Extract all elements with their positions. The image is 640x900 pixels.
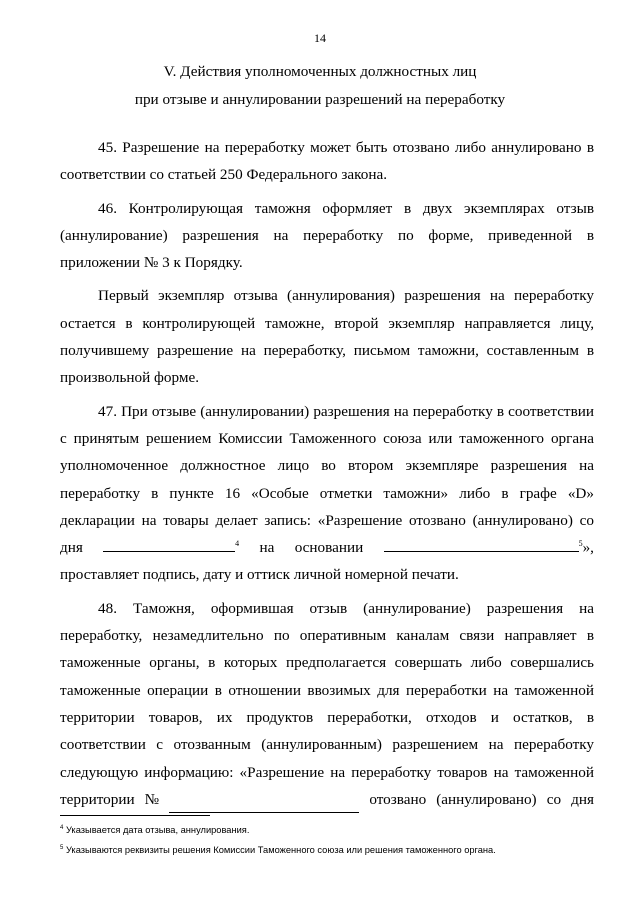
paragraph-46-continued [60,282,594,391]
text-line: таможенные органы, в которых предполагается совершать либо совершались [60,654,594,672]
paragraph-47 [60,398,594,589]
closing-quote: », [582,539,594,557]
text-line: с принятым решением Комиссии Таможенного союза или таможенного органа [60,429,594,447]
text-line: переработку, незамедлительно по оперативным каналам связи направляет в [60,627,594,645]
text-line: территории товаров, их продуктов переработки, отходов и остатков, в [60,708,594,726]
text-line: 46. Контролирующая таможня оформляет в двух экземплярах отзыв [98,199,594,217]
text-line: уполномоченное должностное лицо во втором экземпляре разрешения на [60,457,594,475]
text-line-with-blanks [60,786,594,813]
text-line: проставляет подпись, дату и оттиск личной номерной печати. [60,566,459,584]
text-line: (аннулирование) разрешения на переработку по форме, приведенной в [60,226,594,244]
word: со [546,790,562,808]
text-line: следующую информацию: «Разрешение на переработку товаров на таможенной [60,763,594,781]
text-line: 48. Таможня, оформившая отзыв (аннулирование) разрешения на [98,599,594,617]
page-number: 14 [314,31,326,45]
section-heading-line-1: V. Действия уполномоченных должностных лиц [163,63,477,80]
footnote-5 [60,840,600,860]
text-line: остается в контролирующей таможне, второй экземпляр направляется лицу, [60,314,594,332]
text-line: таможенные операции в отношении ввозимых для переработки на таможенной [60,681,594,699]
text-line: переработку в пункте 16 «Особые отметки таможни» либо в графе «D» [60,484,594,502]
footnote-mark: 4 [60,824,64,831]
text-line: 47. При отзыве (аннулировании) разрешения на переработку в соответствии [98,402,594,420]
word: (аннулировано) [436,790,537,808]
word: дня [60,539,83,557]
footnote-mark: 5 [60,844,64,851]
word: № [144,790,160,808]
text-line-with-blanks [60,534,594,561]
paragraph-46 [60,195,594,277]
word: территории [60,790,135,808]
footnote-text: Указываются реквизиты решения Комиссии Таможенного союза или решения таможенного органа. [65,845,496,855]
word: основании [294,539,364,557]
document-body [60,134,594,813]
word: на [259,539,275,557]
footnote-separator [60,815,210,816]
territory-number-blank [169,798,359,813]
paragraph-48 [60,595,594,813]
footnote-ref-4: 4 [235,539,240,549]
footnotes [60,820,600,860]
word: отозвано [369,790,427,808]
word: дня [571,790,594,808]
section-heading-line-2: при отзыве и аннулировании разрешений на переработку [134,91,506,108]
footnote-ref-5: 5 [578,539,583,549]
footnote-text: Указывается дата отзыва, аннулирования. [65,825,250,835]
footnote-4 [60,820,600,840]
text-line: получившему разрешение на переработку, письмом таможни, составленным в [60,342,594,360]
text-line: Первый экземпляр отзыва (аннулирования) разрешения на переработку [98,287,594,305]
text-line: соответствии со статьей 250 Федерального закона. [60,166,388,184]
text-line: 45. Разрешение на переработку может быть отозвано либо аннулировано в [98,139,594,156]
text-line: соответствии с отозванным (аннулированным) разрешением на переработку [60,736,594,754]
paragraph-45 [60,134,594,189]
basis-blank [384,537,579,552]
date-blank [103,537,235,552]
text-line: декларации на товары делает запись: «Разрешение отозвано (аннулировано) со [60,511,594,529]
text-line: произвольной форме. [60,369,200,387]
text-line: приложении № 3 к Порядку. [60,254,243,272]
